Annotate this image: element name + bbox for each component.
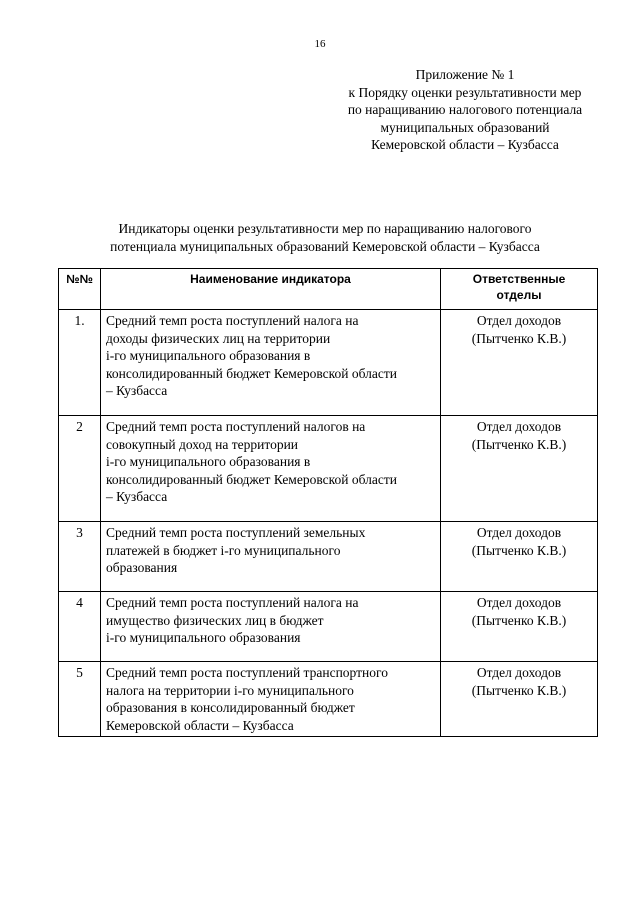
responsible-department <box>441 416 598 522</box>
indicator-line: образования в консолидированный бюджет <box>106 700 355 715</box>
department-line: Отдел доходов <box>476 665 562 680</box>
indicator-line: Средний темп роста поступлений налога на <box>106 595 359 610</box>
row-number: 4 <box>59 592 101 662</box>
table-row <box>59 416 598 522</box>
indicator-name <box>101 592 441 662</box>
indicator-line: Средний темп роста поступлений налога на <box>106 313 359 328</box>
department-line: (Пытченко К.В.) <box>471 682 567 698</box>
table-row <box>59 592 598 662</box>
responsible-department <box>441 662 598 737</box>
title-line: Индикаторы оценки результативности мер по наращиванию налогового <box>118 221 532 236</box>
row-number: 3 <box>59 522 101 592</box>
department-line: Отдел доходов <box>476 595 562 610</box>
header-number: №№ <box>59 269 101 310</box>
header-dept-line: отделы <box>496 288 542 302</box>
indicator-line: Средний темп роста поступлений земельных <box>106 525 366 540</box>
indicator-line: консолидированный бюджет Кемеровской области <box>106 365 397 381</box>
department-line: (Пытченко К.В.) <box>471 436 567 452</box>
appendix-line: по наращиванию налогового потенциала <box>347 102 583 117</box>
indicator-line: налога на территории i-го муниципального <box>106 682 354 698</box>
indicator-line: платежей в бюджет i-го муниципального <box>106 542 341 558</box>
document-title <box>40 220 610 255</box>
department-line: Отдел доходов <box>476 525 562 540</box>
indicator-line: – Кузбасса <box>106 489 168 504</box>
indicator-name <box>101 310 441 416</box>
indicator-line: Средний темп роста поступлений налогов на <box>106 419 366 434</box>
indicator-line: i-го муниципального образования в <box>106 348 311 363</box>
row-number: 1. <box>59 310 101 416</box>
appendix-line: Кемеровской области – Кузбасса <box>371 137 559 152</box>
responsible-department <box>441 522 598 592</box>
table-row <box>59 310 598 416</box>
appendix-heading <box>300 66 630 154</box>
indicator-line: i-го муниципального образования в <box>106 454 311 469</box>
indicators-table <box>58 268 598 737</box>
header-dept-line: Ответственные <box>472 272 566 286</box>
title-line: потенциала муниципальных образований Кемеровской области – Кузбасса <box>110 238 540 254</box>
appendix-line: муниципальных образований <box>380 119 550 135</box>
department-line: (Пытченко К.В.) <box>471 612 567 628</box>
indicator-line: Средний темп роста поступлений транспортного <box>106 665 388 680</box>
header-responsible-departments <box>441 269 598 310</box>
table-header-row <box>59 269 598 310</box>
indicator-name <box>101 416 441 522</box>
responsible-department <box>441 592 598 662</box>
row-number: 2 <box>59 416 101 522</box>
indicator-line: i-го муниципального образования <box>106 630 301 645</box>
department-line: (Пытченко К.В.) <box>471 542 567 558</box>
indicator-name <box>101 662 441 737</box>
table-row <box>59 662 598 737</box>
indicator-line: консолидированный бюджет Кемеровской области <box>106 471 397 487</box>
table-row <box>59 522 598 592</box>
indicator-line: совокупный доход на территории <box>106 436 299 452</box>
responsible-department <box>441 310 598 416</box>
header-indicator-name: Наименование индикатора <box>101 269 441 310</box>
indicator-line: имущество физических лиц в бюджет <box>106 612 324 628</box>
department-line: Отдел доходов <box>476 313 562 328</box>
indicator-line: – Кузбасса <box>106 383 168 398</box>
row-number: 5 <box>59 662 101 737</box>
appendix-line: Приложение № 1 <box>415 67 515 82</box>
page-number: 16 <box>314 38 326 50</box>
department-line: Отдел доходов <box>476 419 562 434</box>
indicator-line: доходы физических лиц на территории <box>106 330 331 346</box>
indicator-line: Кемеровской области – Кузбасса <box>106 717 294 733</box>
appendix-line: к Порядку оценки результативности мер <box>348 84 582 100</box>
indicator-line: образования <box>106 560 178 575</box>
department-line: (Пытченко К.В.) <box>471 330 567 346</box>
indicator-name <box>101 522 441 592</box>
